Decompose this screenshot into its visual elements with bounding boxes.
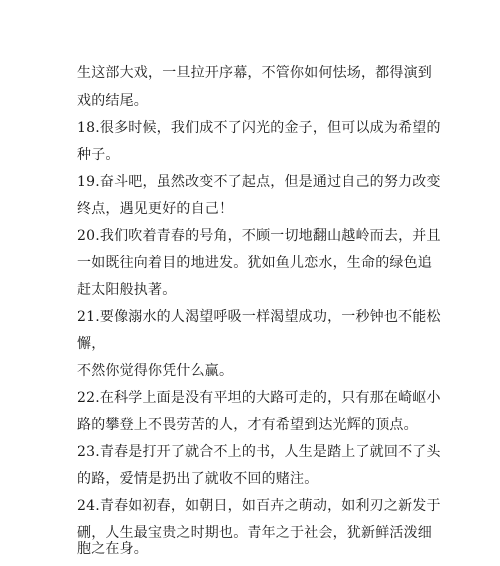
text-line: 胞之在身。 xyxy=(77,541,148,557)
text-line: 硎，人生最宝贵之时期也。青年之于社会，犹新鲜活泼细 xyxy=(77,525,432,541)
text-line: 22.在科学上面是没有平坦的大路可走的，只有那在崎岖小 xyxy=(77,390,441,406)
text-line: 路的攀登上不畏劳苦的人，才有希望到达光辉的顶点。 xyxy=(77,417,418,433)
text-line: 戏的结尾。 xyxy=(77,93,148,109)
text-line: 生这部大戏，一旦拉开序幕，不管你如何怯场，都得演到 xyxy=(77,65,432,81)
text-line: 不然你觉得你凭什么赢。 xyxy=(77,363,234,379)
text-line: 种子。 xyxy=(77,147,120,163)
text-line: 一如既往向着目的地进发。犹如鱼儿恋水，生命的绿色追 xyxy=(77,255,432,271)
text-line: 终点，遇见更好的自己！ xyxy=(77,201,234,217)
text-line: 18.很多时候，我们成不了闪光的金子，但可以成为希望的 xyxy=(77,120,441,136)
text-line: 23.青春是打开了就合不上的书，人生是踏上了就回不了头 xyxy=(77,444,441,460)
text-line: 20.我们吹着青春的号角，不顾一切地翻山越岭而去，并且 xyxy=(77,228,441,244)
text-line: 赶太阳般执著。 xyxy=(77,282,177,298)
text-line: 的路，爱情是扔出了就收不回的赌注。 xyxy=(77,471,319,487)
text-line: 19.奋斗吧，虽然改变不了起点，但是通过自己的努力改变 xyxy=(77,174,441,190)
text-line: 21.要像溺水的人渴望呼吸一样渴望成功，一秒钟也不能松 xyxy=(77,309,441,325)
text-line: 24.青春如初春，如朝日，如百卉之萌动，如利刃之新发于 xyxy=(77,498,441,514)
text-line: 懈， xyxy=(77,336,106,352)
